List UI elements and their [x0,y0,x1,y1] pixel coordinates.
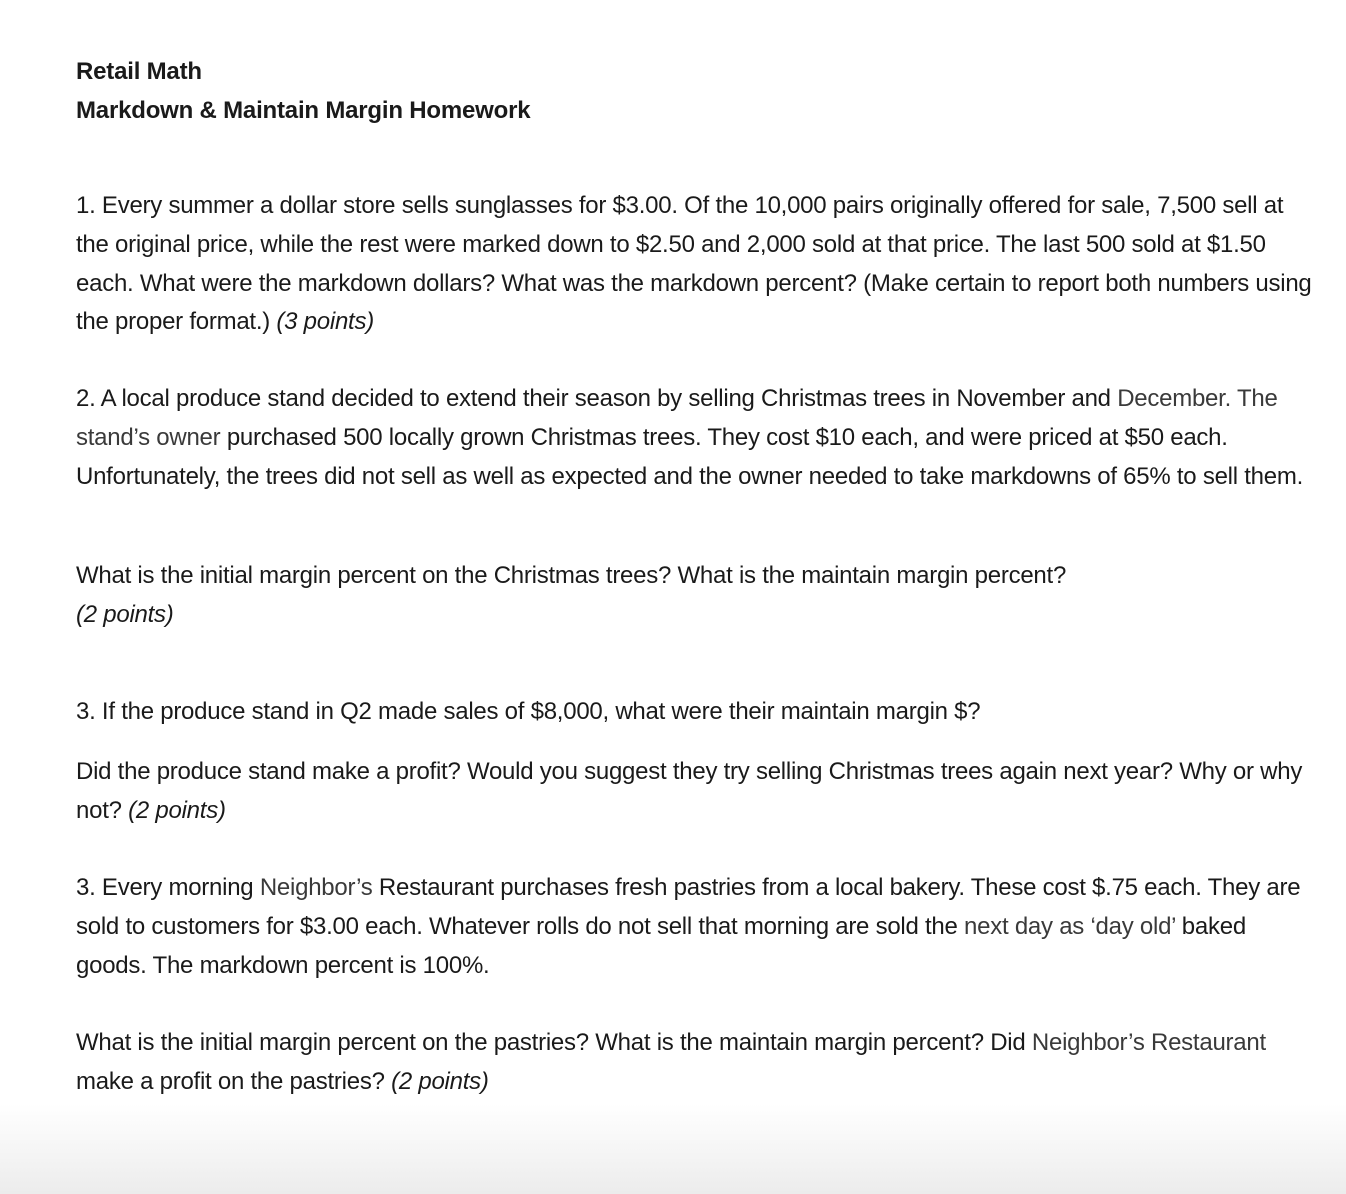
question-4-prompt [76,1024,1321,1102]
question-2-points: (2 points) [76,600,174,628]
question-1 [76,187,1321,342]
question-2-text-c: purchased 500 locally grown Christmas trees. They cost $10 each, and were priced at $50 each. Unfortunately, the trees did not sell as well as expected and the owner needed to take markdowns of 65% to sell them. [76,423,1304,490]
question-4-text-d: next day as ‘day old’ [964,912,1176,940]
question-3 [76,693,1321,732]
question-4-question-a: What is the initial margin percent on the pastries? What is the maintain margin percent? Did [76,1029,1032,1056]
question-3-points: (2 points) [128,796,226,824]
question-1-points: (3 points) [276,308,374,336]
question-2 [76,380,1321,496]
question-4-question-b: Neighbor’s Restaurant [1031,1029,1266,1056]
question-2-prompt [76,557,1321,635]
assignment-title: Markdown & Maintain Margin Homework [76,97,531,124]
question-1-text: 1. Every summer a dollar store sells sunglasses for $3.00. Of the 10,000 pairs originally offered for sale, 7,500 sell at the original price, while the rest were marked down to $2.50 and 2,000 sold at that price. The last 500 sold at $1.50 each. What were the markdown dollars? What was the markdown percent? (Make certain to report both numbers using the proper format.) [76,192,1312,336]
page-bottom-shadow [0,1104,1346,1194]
course-title: Retail Math [76,58,202,85]
question-4-text-e: baked goods. The markdown percent is 100%. [76,912,1246,979]
question-4-text-c: Restaurant purchases fresh pastries from a local bakery. These cost $.75 each. They are sold to customers for $3.00 each. Whatever rolls do not sell that morning are sold the [76,874,1301,940]
question-2-text-b: December. The stand’s owner [76,385,1278,451]
question-4-text-a: 3. Every morning [76,874,260,901]
question-4-question-c: make a profit on the pastries? [76,1067,385,1095]
question-3-followup-text: Did the produce stand make a profit? Would you suggest they try selling Christmas trees again next year? Why or why not? [76,758,1303,824]
document-header [76,52,1316,130]
question-2-question: What is the initial margin percent on the Christmas trees? What is the maintain margin percent? [76,562,1067,589]
question-3-followup [76,753,1321,831]
question-4-text-b: Neighbor’s [259,874,373,901]
question-2-text-a: 2. A local produce stand decided to extend their season by selling Christmas trees in November and [76,385,1118,412]
question-3-text: 3. If the produce stand in Q2 made sales of $8,000, what were their maintain margin $? [76,698,981,725]
question-4 [76,869,1321,985]
question-4-points: (2 points) [391,1067,489,1095]
